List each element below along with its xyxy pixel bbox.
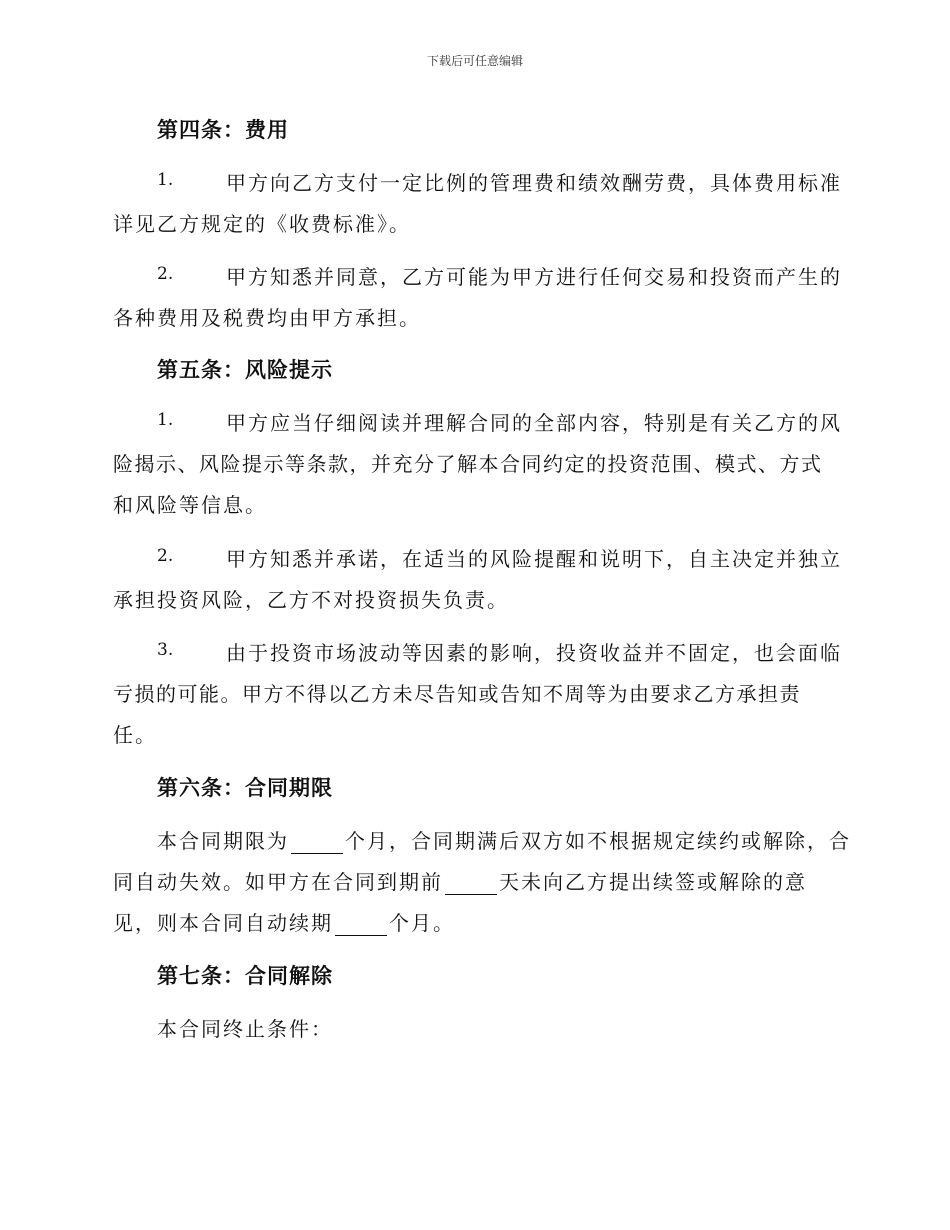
item-number: 1. — [157, 170, 174, 190]
fill-blank — [445, 870, 497, 895]
item-text-line: 甲方知悉并承诺，在适当的风险提醒和说明下，自主决定并独立 — [226, 547, 842, 571]
page-header: 下载后可任意编辑 — [426, 54, 523, 68]
paragraph-line — [157, 825, 851, 854]
item-text-line: 和风险等信息。 — [113, 493, 267, 517]
paragraph-line — [113, 907, 455, 936]
item-number: 2. — [157, 546, 174, 566]
paragraph-text: 个月。 — [389, 911, 455, 935]
item-text-line: 各种费用及税费均由甲方承担。 — [113, 306, 421, 330]
section-heading-6: 第六条：合同期限 — [157, 776, 333, 800]
item-text-line: 险揭示、风险提示等条款，并充分了解本合同约定的投资范围、模式、方式 — [113, 452, 823, 476]
paragraph-line — [113, 866, 807, 895]
item-text-line: 详见乙方规定的《收费标准》。 — [113, 212, 411, 236]
item-number: 1. — [157, 410, 174, 430]
item-text-line: 甲方知悉并同意，乙方可能为甲方进行任何交易和投资而产生的 — [226, 265, 842, 289]
fill-blank — [335, 911, 387, 936]
paragraph-text: 见，则本合同自动续期 — [113, 911, 333, 935]
section-heading-5: 第五条：风险提示 — [157, 358, 333, 382]
section-heading-4: 第四条：费用 — [157, 118, 289, 142]
item-text-line: 承担投资风险，乙方不对投资损失负责。 — [113, 588, 509, 612]
item-text-line: 甲方应当仔细阅读并理解合同的全部内容，特别是有关乙方的风 — [226, 411, 842, 435]
item-text-line: 由于投资市场波动等因素的影响，投资收益并不固定，也会面临 — [226, 641, 842, 665]
paragraph-text: 个月，合同期满后双方如不根据规定续约或解除，合 — [345, 829, 851, 853]
section-heading-7: 第七条：合同解除 — [157, 964, 333, 988]
paragraph-line: 本合同终止条件： — [157, 1017, 333, 1041]
paragraph-text: 本合同期限为 — [157, 829, 289, 853]
fill-blank — [291, 829, 343, 854]
item-text-line: 甲方向乙方支付一定比例的管理费和绩效酬劳费，具体费用标准 — [226, 171, 842, 195]
item-text-line: 亏损的可能。甲方不得以乙方未尽告知或告知不周等为由要求乙方承担责 — [113, 682, 801, 706]
item-number: 2. — [157, 264, 174, 284]
item-number: 3. — [157, 640, 174, 660]
paragraph-text: 天未向乙方提出续签或解除的意 — [499, 870, 807, 894]
paragraph-text: 同自动失效。如甲方在合同到期前 — [113, 870, 443, 894]
item-text-line: 任。 — [113, 723, 157, 747]
